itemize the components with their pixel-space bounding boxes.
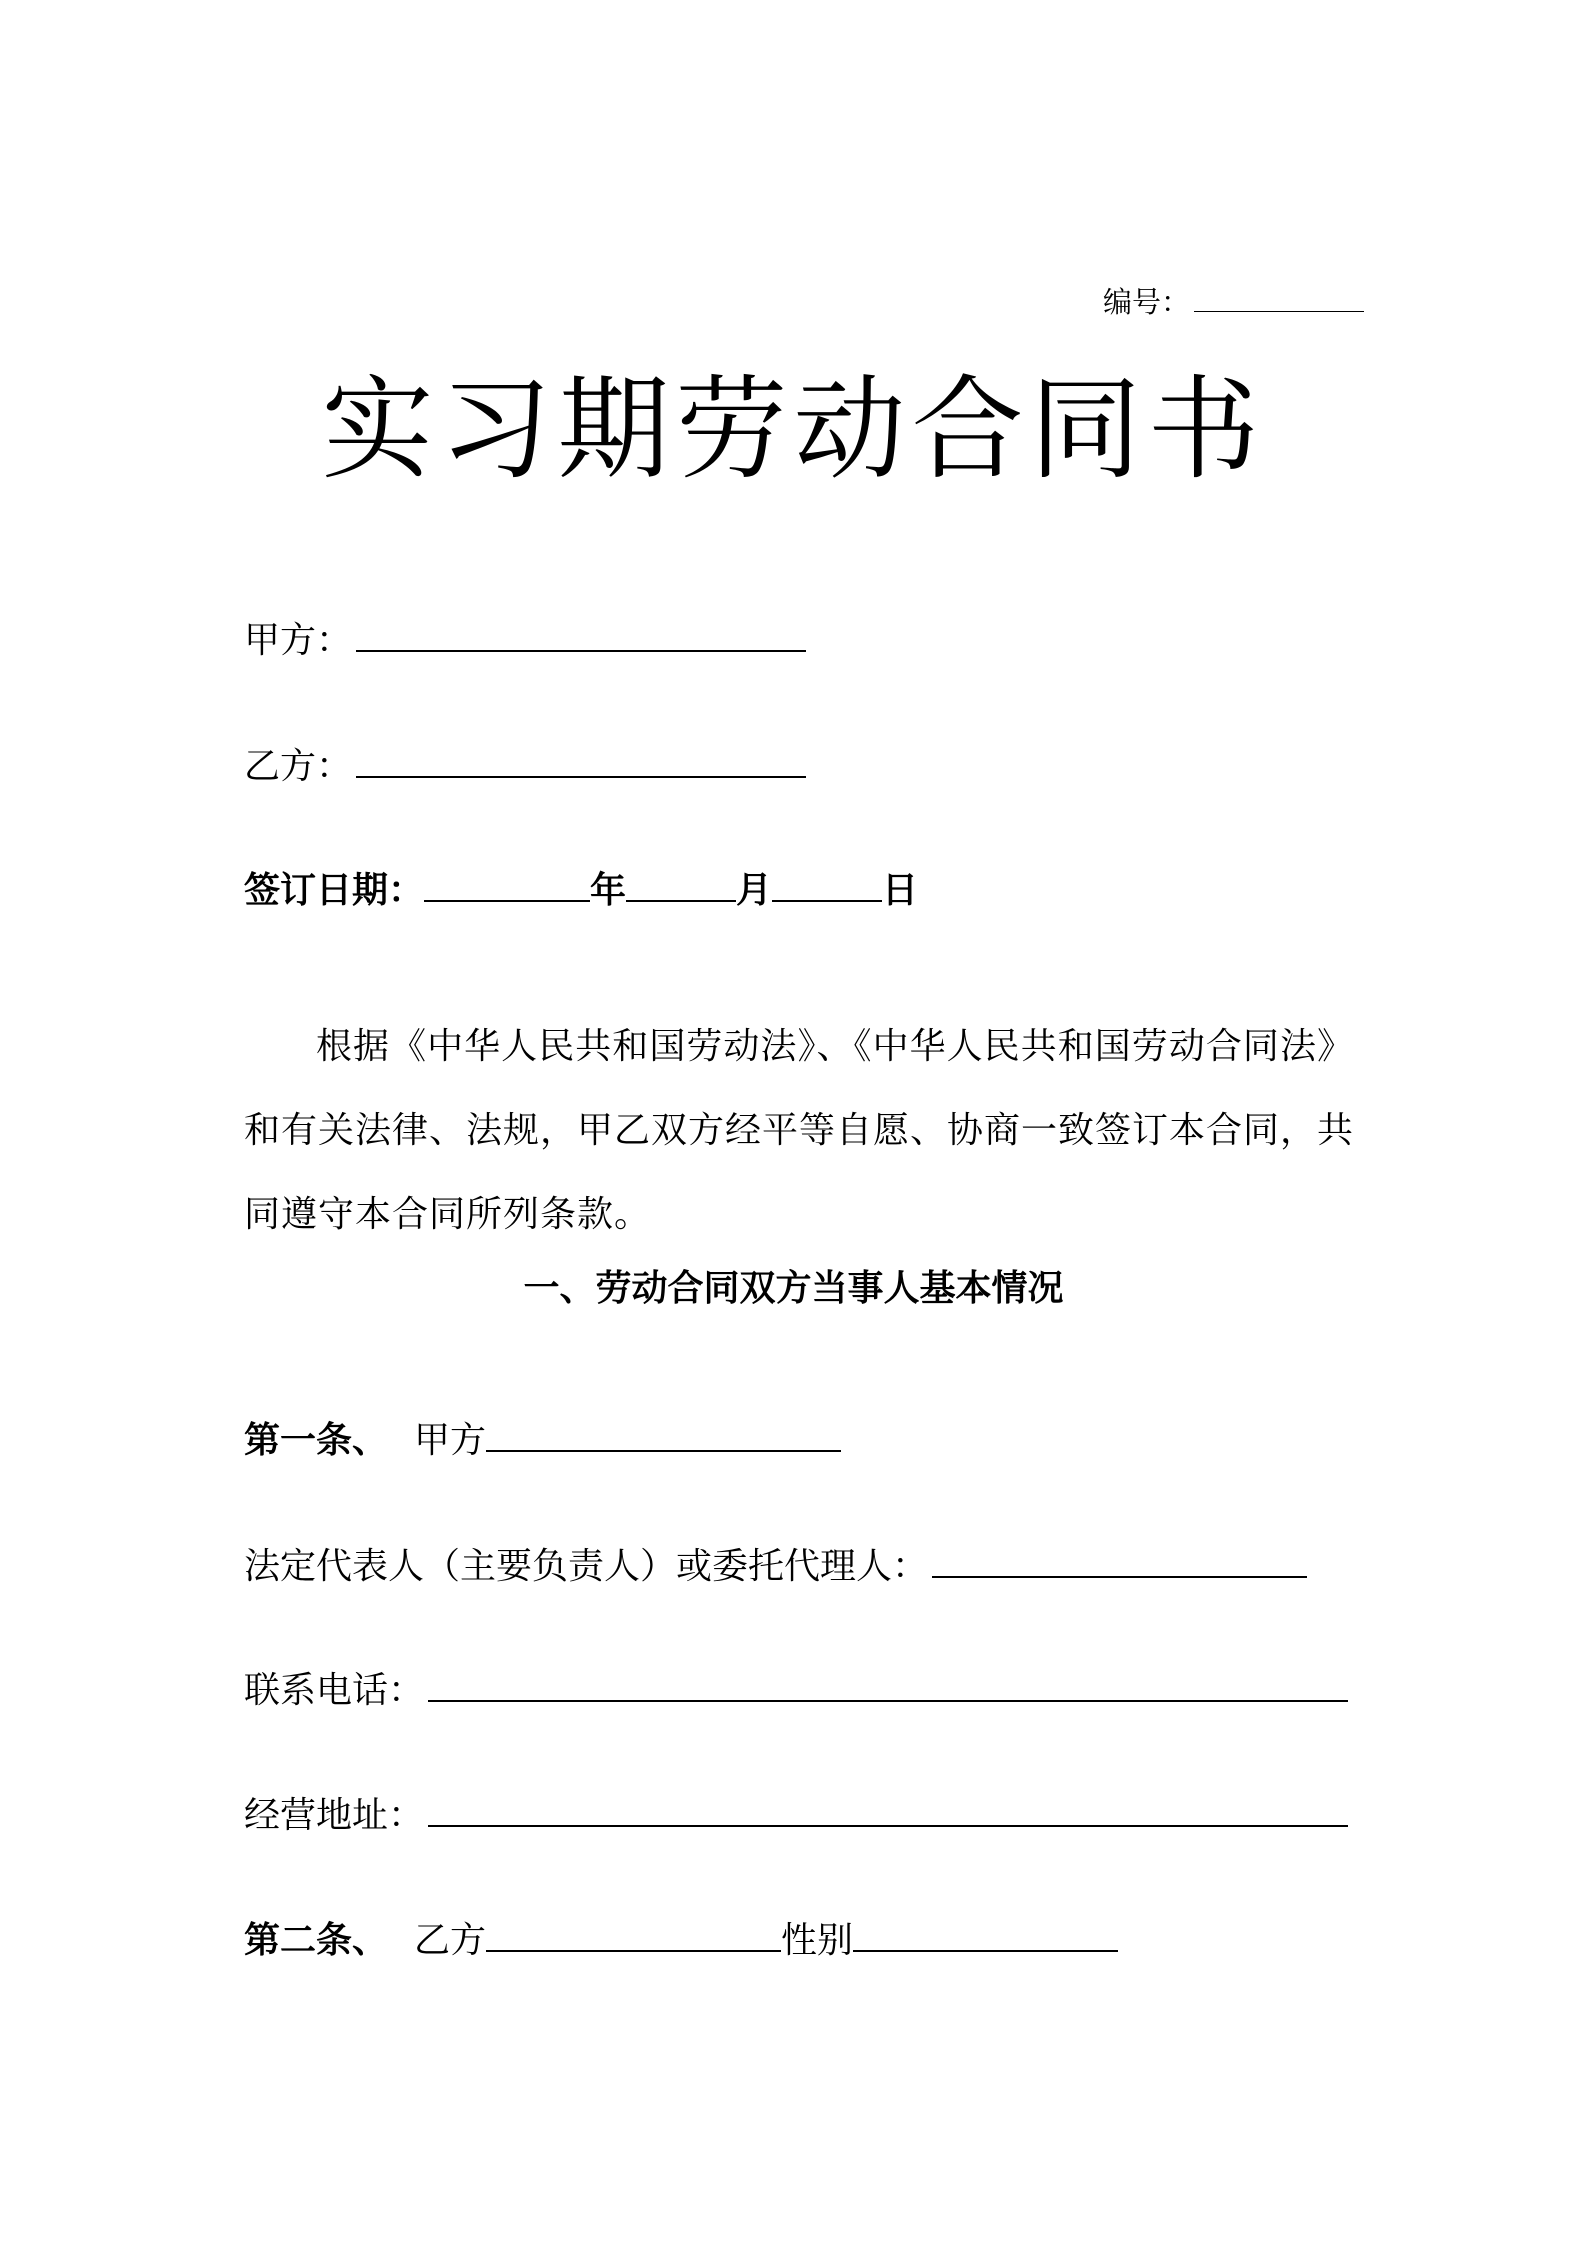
address-label: 经营地址：: [244, 1795, 425, 1836]
party-a-field: [244, 612, 806, 663]
month-label: 月: [736, 869, 773, 911]
phone-label: 联系电话：: [244, 1670, 425, 1711]
article-2-party-blank[interactable]: [486, 1914, 781, 1952]
document-number: [1103, 280, 1364, 321]
legal-rep-blank[interactable]: [932, 1540, 1307, 1578]
party-a-blank[interactable]: [356, 614, 806, 652]
document-number-blank[interactable]: [1194, 283, 1364, 312]
day-label: 日: [882, 869, 919, 911]
phone-blank[interactable]: [428, 1664, 1348, 1702]
preamble-paragraph: 根据《中华人民共和国劳动法》、《中华人民共和国劳动合同法》和有关法律、法规，甲乙双方经平等自愿、协商一致签订本合同，共同遵守本合同所列条款。: [244, 1026, 1355, 1235]
legal-rep-label: 法定代表人（主要负责人）或委托代理人：: [244, 1546, 929, 1587]
year-label: 年: [590, 869, 627, 911]
party-b-label: 乙方：: [244, 746, 353, 787]
article-2-label: 第二条、: [244, 1919, 389, 1961]
address-blank[interactable]: [428, 1789, 1348, 1827]
document-number-label: 编号：: [1103, 285, 1191, 319]
gender-blank[interactable]: [853, 1914, 1118, 1952]
article-2-field: [244, 1912, 1118, 1963]
party-a-label: 甲方：: [244, 620, 353, 661]
article-1-party-label: 甲方: [414, 1420, 487, 1461]
article-2-party-label: 乙方: [414, 1920, 487, 1961]
phone-field: [244, 1662, 1348, 1713]
party-b-blank[interactable]: [356, 740, 806, 778]
article-1-label: 第一条、: [244, 1419, 389, 1461]
sign-year-blank[interactable]: [424, 864, 590, 902]
document-title: 实习期劳动合同书: [321, 365, 1266, 495]
gender-label: 性别: [781, 1920, 854, 1961]
address-field: [244, 1787, 1348, 1838]
sign-month-blank[interactable]: [626, 864, 736, 902]
party-b-field: [244, 738, 806, 789]
section-1-heading: 一、劳动合同双方当事人基本情况: [523, 1267, 1064, 1309]
sign-date-label: 签订日期：: [244, 869, 425, 911]
sign-date-field: [244, 862, 918, 913]
article-1-field: [244, 1412, 841, 1463]
sign-day-blank[interactable]: [772, 864, 882, 902]
legal-rep-field: [244, 1538, 1307, 1589]
article-1-party-blank[interactable]: [486, 1414, 841, 1452]
